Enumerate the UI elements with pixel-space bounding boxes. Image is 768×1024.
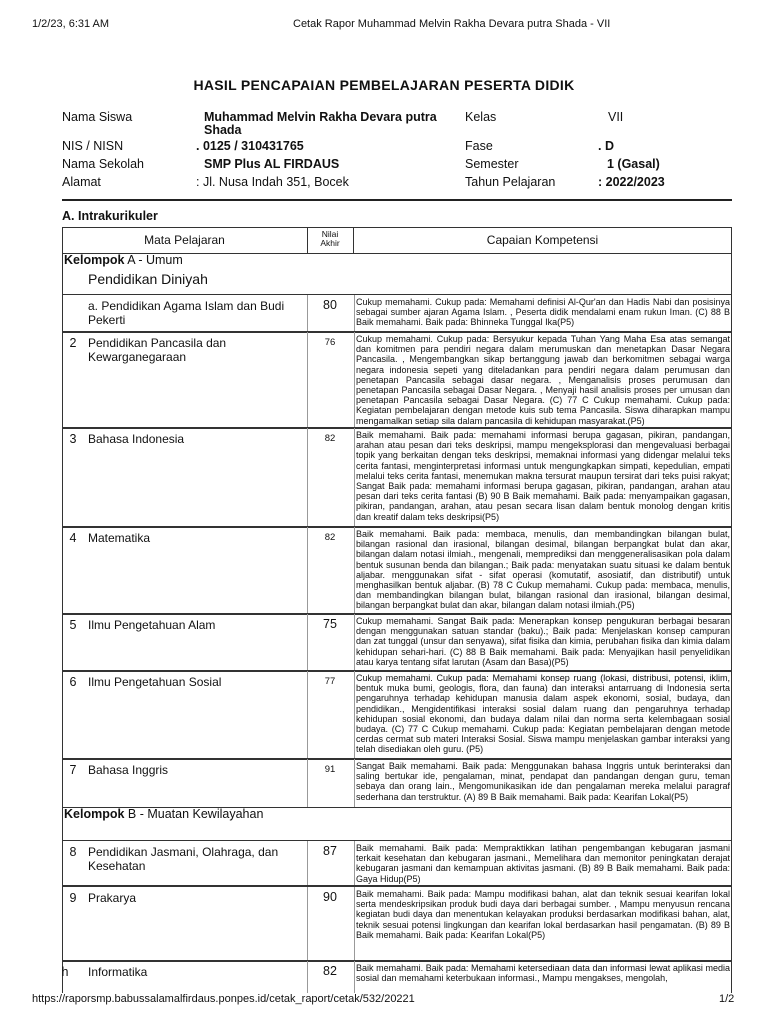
footer-url: https://raporsmp.babussalamalfirdaus.ponpes.id/cetak_raport/cetak/532/20221 [32, 993, 415, 1005]
final-score: 90 [323, 890, 337, 904]
address-value: : Jl. Nusa Indah 351, Bocek [196, 175, 349, 189]
column-divider [354, 295, 355, 332]
subject-name: Informatika [88, 965, 148, 979]
year-label: Tahun Pelajaran [465, 175, 556, 189]
competency-text: Baik memahami. Baik pada: Mempraktikkan latihan pengembangan kebugaran jasmani terkait kesehatan dan kebugaran jasmani., Memelihara dan memonitor peningkatan derajat kebugaran jasmani dan kemampuan aktivitas jasmani. (B) 89 B Baik memahami. Baik pada: Gaya Hidup(P5) [356, 843, 730, 884]
final-score: 82 [324, 532, 336, 543]
nis-label: NIS / NISN [62, 139, 124, 153]
subject-name: Matematika [88, 531, 151, 545]
subject-name: a. Pendidikan Agama Islam dan Budi Pekerti [88, 299, 285, 327]
table-row [62, 960, 732, 993]
footer-page: 1/2 [719, 993, 735, 1005]
final-score: 87 [323, 844, 337, 858]
final-score: 77 [324, 676, 336, 687]
section-heading: A. Intrakurikuler [62, 209, 158, 223]
document-title: HASIL PENCAPAIAN PEMBELAJARAN PESERTA DIDIK [193, 77, 575, 93]
column-divider [354, 671, 355, 759]
divider [62, 199, 732, 201]
column-divider [354, 759, 355, 807]
school-value: SMP Plus AL FIRDAUS [204, 157, 340, 171]
table-row [62, 526, 732, 615]
final-score: 76 [324, 337, 336, 348]
school-label: Nama Sekolah [62, 157, 144, 171]
year-value: : 2022/2023 [598, 175, 665, 189]
subject-name: Ilmu Pengetahuan Alam [88, 618, 216, 632]
row-number: 7 [69, 763, 77, 777]
competency-text: Cukup memahami. Cukup pada: Bersyukur kepada Tuhan Yang Maha Esa atas semangat dan komitmen para pendiri negara dalam merumuskan dan menetapkan Dasar Negara Pancasila. , Mengembangkan sikap bertanggung jawab dan berkomitmen sebagai warga negara indonesia sepeti yang diteladankan para pendiri negara dalam perumusan dan penetapan Pancasila sebagai dasar negara. , Menganalisis proses perumusan dan penetapan Pancasila sebagai Dasar Negara. , Menyaji hasil analisis proses per umusan dan penetapan Pancasila sebagai Dasar Negara. (C) 77 C Cukup memahami. Cukup pada: Kegiatan pembelajaran dengan metode kuis sub tema Pancasila. Siswa diharapkan mampu mengamalkan setiap sila dalam pancasila di kehidupan masyarakat.(P5) [356, 334, 730, 426]
row-number: 5 [69, 618, 77, 632]
competency-text: Baik memahami. Baik pada: Mampu modifikasi bahan, alat dan teknik sesuai kearifan lokal serta mendeskripsikan produk budi daya dari berbagai sumber. , Mampu menyusun rencana kegiatan budi daya dan menentukan kelayakan produksi berdasarkan modifikasi bahan, alat, teknik sesuai potensi lingkungan dan kearifan lokal berdasarkan hasil pengamatan. (B) 89 B Baik memahami. Baik pada: Kearifan Lokal(P5) [356, 889, 730, 940]
column-divider [307, 527, 308, 614]
competency-text: Cukup memahami. Sangat Baik pada: Menerapkan konsep pengukuran berbagai besaran dengan menggunakan satuan standar (baku).; Baik pada: Menjelaskan konsep campuran dan zat tunggal (unsur dan senyawa), sifat fisika dan kimia, perubahan fisika dan kimia dalam kehidupan sehari-hari. (C) 88 B Baik memahami. Baik pada: Menyajikan hasil penyelidikan atau karya tentang sifat larutan (Asam dan Basa)(P5) [356, 616, 730, 667]
competency-text: Cukup memahami. Cukup pada: Memahami konsep ruang (lokasi, distribusi, potensi, iklim, bentuk muka bumi, geologis, flora, dan fauna) dan interaksi antarruang di Indonesia serta pengaruhnya terhadap kehidupan manusia dalam aspek ekonomi, sosial, budaya, dan pendidikan., Mengidentifikasi interaksi sosial dalam ruang dan pengaruhnya terhadap kehidupan sosial ekonomi, dan budaya dalam nilai dan norma serta kelembagaan sosial budaya. (C) 77 C Cukup memahami. Cukup pada: Kegiatan pembelajaran dengan metode cerdas cermat sub materi Interaksi Sosial. Siswa mampu menjelaskan gambar interaksi yang telah disediakan oleh guru. (P5) [356, 673, 730, 755]
competency-text: Sangat Baik memahami. Baik pada: Menggunakan bahasa Inggris untuk berinteraksi dan saling bertukar ide, pengalaman, minat, pendapat dan pandangan dengan guru, teman sebaya dan orang lain., Mengomunikasikan ide dan pengalaman mereka melalui paragraf sederhana dan terstruktur. (A) 89 B Baik memahami. Baik pada: Kearifan Lokal(P5) [356, 761, 730, 802]
column-divider [354, 332, 355, 428]
table-row [62, 294, 732, 333]
table-row [62, 758, 732, 808]
column-divider [354, 428, 355, 527]
final-score: 75 [323, 617, 337, 631]
column-divider [354, 887, 355, 961]
competency-text: Cukup memahami. Cukup pada: Memahami definisi Al-Qur'an dan Hadis Nabi dan posisinya sebagai sumber ajaran Agama Islam. , Peserta didik mendalami enam rukun Iman. (C) 88 B Baik memahami. Baik pada: Bhinneka Tunggal Ika(P5) [356, 297, 730, 328]
row-number: 8 [69, 845, 77, 859]
table-row [62, 331, 732, 429]
group-b-row [62, 805, 732, 825]
table-header-row [62, 227, 732, 254]
group-a-sub-label: Pendidikan Diniyah [88, 271, 208, 287]
column-divider [307, 332, 308, 428]
final-score: 82 [324, 433, 336, 444]
table-row [62, 886, 732, 962]
column-divider [307, 295, 308, 332]
column-divider [354, 961, 355, 993]
name-label: Nama Siswa [62, 110, 133, 124]
print-datetime: 1/2/23, 6:31 AM [32, 18, 110, 30]
name-value-line1: Muhammad Melvin Rakha Devara putra [204, 110, 437, 124]
subject-name: Ilmu Pengetahuan Sosial [88, 675, 222, 689]
subject-name: Bahasa Inggris [88, 763, 169, 777]
competency-text: Baik memahami. Baik pada: Memahami ketersediaan data dan informasi lewat aplikasi media sosial dan memahami keterbukaan informasi., Mampu mengakses, mengolah, [356, 963, 730, 984]
table-row [62, 613, 732, 672]
row-number: 2 [69, 336, 77, 350]
final-score: 91 [324, 764, 336, 775]
column-divider [354, 841, 355, 885]
subject-name: Prakarya [88, 891, 137, 905]
competency-text: Baik memahami. Baik pada: membaca, menulis, dan membandingkan bilangan bulat, bilangan rasional dan irasional, bilangan desimal, bilangan berpangkat bulat dan akar, bilangan dalam notasi ilmiah., mengenali, memprediksi dan menggeneralisasikan pola dalam bentuk susunan benda dan bilangan.; Baik pada: menyatakan suatu situasi ke dalam bentuk aljabar. menggunakan sifat - sifat operasi (komutatif, asosiatif, dan distributif) untuk menghasilkan bentuk aljabar. (B) 78 C Cukup memahami. Cukup pada: membaca, menulis, dan membandingkan bilangan bulat, bilangan rasional dan irasional, bilangan desimal, bilangan berpangkat bulat dan akar, bilangan dalam notasi ilmiah.(P5) [356, 529, 730, 611]
final-score: 82 [323, 964, 337, 978]
column-divider [307, 428, 308, 527]
column-divider [307, 614, 308, 671]
class-value: VII [608, 110, 624, 124]
column-divider [354, 614, 355, 671]
column-divider [307, 841, 308, 885]
subject-name: Pendidikan Jasmani, Olahraga, dan Kesehatan [88, 845, 279, 873]
table-row [62, 670, 732, 760]
semester-value: 1 (Gasal) [607, 157, 660, 171]
column-divider [354, 527, 355, 614]
row-number: 4 [69, 531, 77, 545]
final-score: 80 [323, 298, 337, 312]
group-a-label: Kelompok A - Umum [64, 253, 183, 267]
phase-value: . D [598, 139, 614, 153]
name-value-line2: Shada [204, 123, 242, 137]
subject-name: Bahasa Indonesia [88, 432, 185, 446]
header-score-line1: Nilai [321, 229, 339, 239]
header-score [308, 230, 352, 248]
column-divider [307, 759, 308, 807]
class-label: Kelas [465, 110, 497, 124]
row-number: h [61, 965, 69, 979]
column-divider [307, 961, 308, 993]
header-subject: Mata Pelajaran [144, 233, 225, 247]
semester-label: Semester [465, 157, 519, 171]
print-title: Cetak Rapor Muhammad Melvin Rakha Devara putra Shada - VII [293, 18, 611, 30]
nis-value: . 0125 / 310431765 [196, 139, 304, 153]
row-number: 3 [69, 432, 77, 446]
header-competency: Capaian Kompetensi [486, 233, 599, 247]
student-info [0, 0, 768, 200]
header-score-line2: Akhir [320, 238, 340, 248]
address-label: Alamat [62, 175, 101, 189]
subject-name: Pendidikan Pancasila dan Kewarganegaraan [88, 336, 227, 364]
table-row [62, 427, 732, 528]
competency-text: Baik memahami. Baik pada: memahami informasi berupa gagasan, pikiran, pandangan, arahan atau pesan dari teks deskripsi, mampu mengeksplorasi dan mengevaluasi berbagai topik yang berkaitan dengan teks deskripsi, memaknai informasi yang didengar melalui teks cerita fantasi, menginterpretasi informasi untuk mengungkapkan simpati, kepedulian, empati melalui teks cerita fantasi, menemukan makna tersurat maupun tersirat dari teks puisi rakyat; Sangat Baik pada: memahami informasi berupa gagasan, pikiran, pandangan, arahan atau pesan dari teks cerita fantasi (B) 90 B Baik memahami. Baik pada: menyampaikan gagasan, pikiran, pandangan, arahan, atau pesan secara lisan dalam bentuk monolog dengan kritis dan kreatif dalam teks deskripsi(P5) [356, 430, 730, 522]
row-number: 9 [69, 891, 77, 905]
phase-label: Fase [465, 139, 493, 153]
column-divider [307, 671, 308, 759]
table-row [62, 840, 732, 886]
column-divider [307, 887, 308, 961]
group-b-label: Kelompok B - Muatan Kewilayahan [64, 807, 264, 821]
row-number: 6 [69, 675, 77, 689]
